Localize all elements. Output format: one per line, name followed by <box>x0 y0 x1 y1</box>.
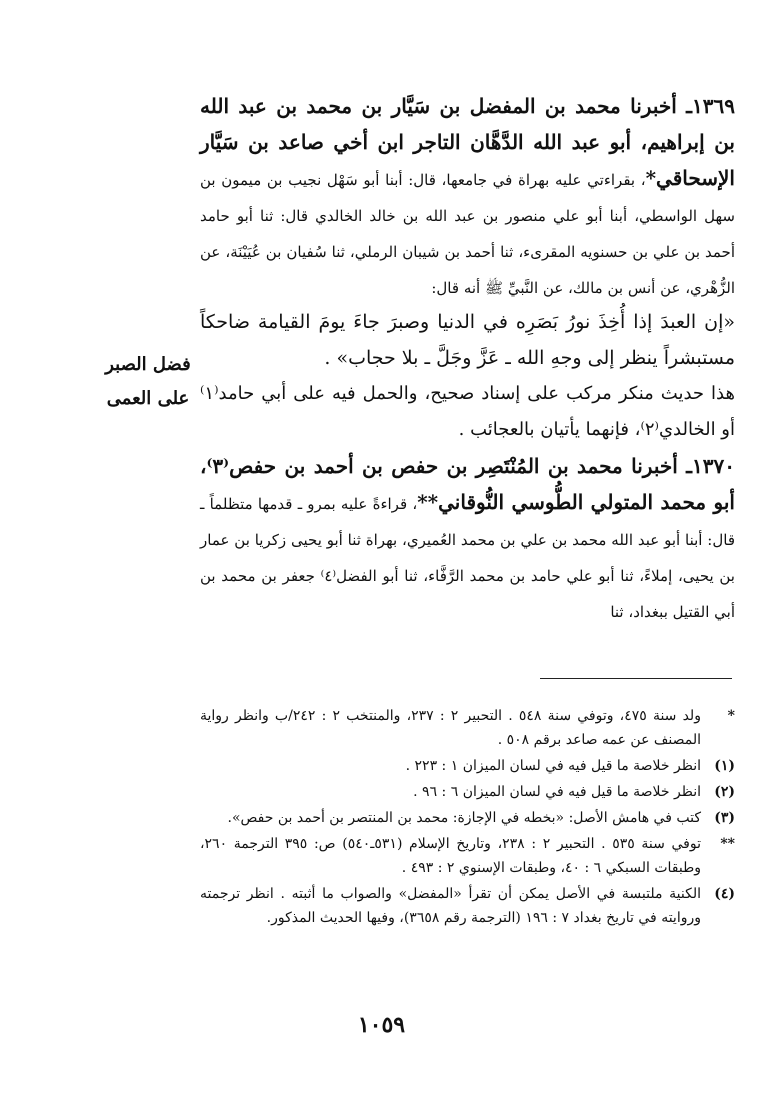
footnote-text: انظر خلاصة ما قيل فيه في لسان الميزان ٦ : ٩٦ . <box>413 784 701 800</box>
footnote-marker: (٢) <box>714 784 735 800</box>
hadith-1370-heading: ١٣٧٠ـ أخبرنا محمد بن المُنْتَصِر بن حفص بن أحمد بن حفص⁽٣⁾، أبو محمد المتولي الطُّوسي النُّوقاني** <box>200 454 735 514</box>
footnote <box>200 754 735 778</box>
footnote-separator <box>540 678 732 679</box>
hadith-1369-matn: «إن العبدَ إذا أُخِذَ نورُ بَصَرِه في الدنيا وصبرَ جاءَ يومَ القيامة ضاحكاً مستبشراً ينظر إلى وجهِ الله ـ عَزَّ وجَلَّ ـ بلا حجاب» . <box>200 311 735 369</box>
footnotes <box>200 704 735 932</box>
page-number: ١٠٥٩ <box>357 1012 406 1038</box>
margin-note-line-2: على العمى <box>106 388 190 409</box>
margin-note-line-1: فضل الصبر <box>105 354 191 375</box>
footnote-marker: (١) <box>714 758 735 774</box>
main-text-column <box>200 88 735 628</box>
footnote <box>200 806 735 830</box>
footnote-text: توفي سنة ٥٣٥ . التحبير ٢ : ٢٣٨، وتاريخ الإسلام (٥٣١ـ٥٤٠) ص: ٣٩٥ الترجمة ٢٦٠، وطبقات السبكي ٦ : ٤٠، وطبقات الإسنوي ٢ : ٤٩٣ . <box>200 836 702 876</box>
footnote-marker: * <box>727 708 735 724</box>
footnote-text: كتب في هامش الأصل: «بخطه في الإجازة: محمد بن المنتصر بن أحمد بن حفص». <box>227 810 701 826</box>
footnote <box>200 704 735 752</box>
hadith-1369-heading: ١٣٦٩ـ أخبرنا محمد بن المفضل بن سَيَّار بن محمد بن عبد الله بن إبراهيم، أبو عبد الله الدَّهَّان التاجر ابن أخي صاعد بن سَيَّار الإسحاقي* <box>200 94 735 190</box>
hadith-1370-isnad: ، قراءةً عليه بمرو ـ قدمها متظلماً ـ قال: أبنا أبو عبد الله محمد بن علي بن محمد العُميري، بهراة ثنا أبو يحيى زكريا بن عمار بن يحيى، إملاءً، ثنا أبو علي حامد بن محمد الرَّفَّاء، ثنا أبو الفضل⁽٤⁾ جعفر بن محمد بن أبي القتيل ببغداد، ثنا <box>200 495 735 621</box>
footnote-marker: ** <box>720 836 735 852</box>
footnote-text: انظر خلاصة ما قيل فيه في لسان الميزان ١ : ٢٢٣ . <box>405 758 701 774</box>
margin-note <box>98 348 198 416</box>
footnote-marker: (٣) <box>714 810 735 826</box>
footnote <box>200 882 735 930</box>
hadith-1369 <box>200 88 735 304</box>
hadith-1369-isnad: ، بقراءتي عليه بهراة في جامعها، قال: أبنا أبو سَهْل نجيب بن ميمون بن سهل الواسطي، أبنا أبو علي منصور بن عبد الله بن خالد الخالدي قال: ثنا أبو حامد أحمد بن علي بن حسنويه المقرىء، ثنا أحمد بن شيبان الرملي، ثنا سُفيان بن عُيَيْنَة، عن الزُّهْري، عن أنس بن مالك، عن النَّبيِّ ﷺ أنه قال: <box>200 171 735 297</box>
hadith-1369-comment: هذا حديث منكر مركب على إسناد صحيح، والحمل فيه على أبي حامد⁽١⁾ أو الخالدي⁽٢⁾، فإنهما يأتيان بالعجائب . <box>200 383 735 440</box>
footnote-text: ولد سنة ٤٧٥، وتوفي سنة ٥٤٨ . التحبير ٢ : ٢٣٧، والمنتخب ٢ : ٢٤٢/ب وانظر رواية المصنف عن عمه صاعد برقم ٥٠٨ . <box>200 708 701 748</box>
footnote <box>200 780 735 804</box>
hadith-1370 <box>200 448 735 628</box>
footnote-marker: (٤) <box>714 886 735 902</box>
footnote-text: الكنية ملتبسة في الأصل يمكن أن تقرأ «المفضل» والصواب ما أثبته . انظر ترجمته وروايته في تاريخ بغداد ٧ : ١٩٦ (الترجمة رقم ٣٦٥٨)، وفيها الحديث المذكور. <box>200 886 701 926</box>
footnote <box>200 832 735 880</box>
